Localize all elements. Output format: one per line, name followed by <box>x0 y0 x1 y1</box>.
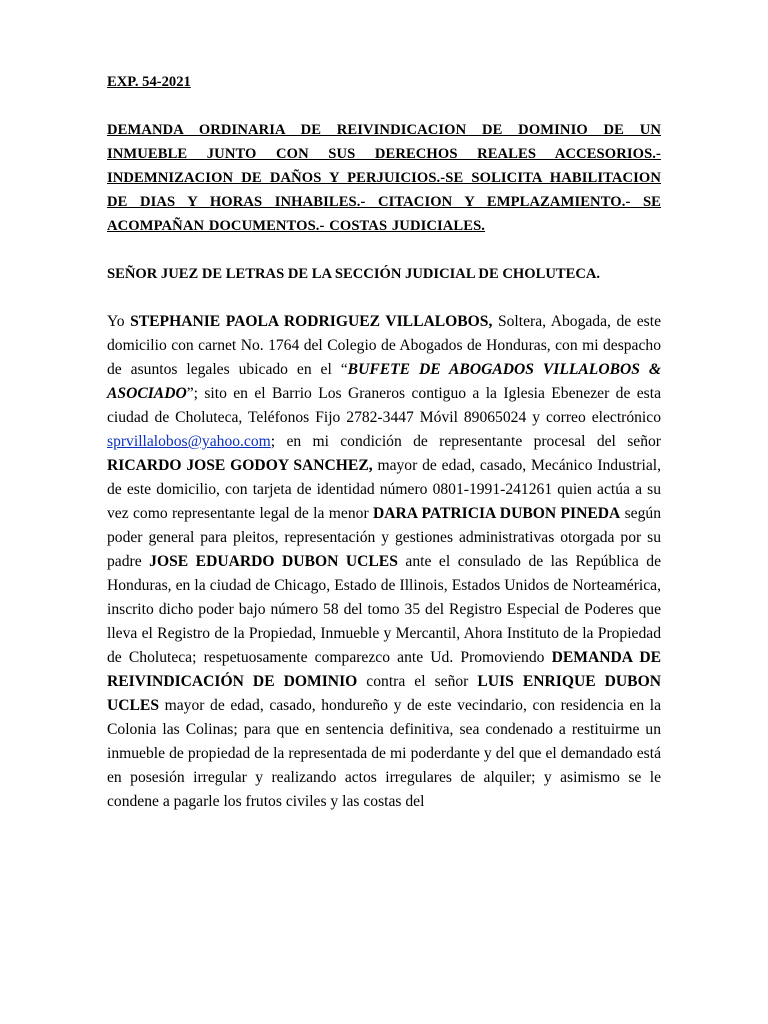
case-number: EXP. 54-2021 <box>107 74 191 90</box>
body-text-segment: ”; sito en el Barrio Los Graneros contiguo a la Iglesia Ebenezer de esta ciudad de Choluteca, Teléfonos Fijo 2782-3447 Móvil 89065024 y correo electrónico <box>107 385 661 426</box>
body-text-segment: contra el señor <box>357 673 478 690</box>
email-link[interactable]: sprvillalobos@yahoo.com <box>107 433 271 450</box>
body-text-segment: ante el consulado de las República de Honduras, en la ciudad de Chicago, Estado de Illinois, Estados Unidos de Norteamérica, inscrito dicho poder bajo número 58 del tomo 35 del Registro Especial de Poderes que lleva el Registro de la Propiedad, Inmueble y Mercantil, Ahora Instituto de la Propiedad de Choluteca; respetuosamente comparezco ante Ud. Promoviendo <box>107 553 661 666</box>
body-text-segment: mayor de edad, casado, hondureño y de este vecindario, con residencia en la Colonia las Colinas; para que en sentencia definitiva, sea condenado a restituirme un inmueble de propiedad de la representada de mi poderdante y del que el demandado está en posesión irregular y realizando actos irregulares de alquiler; y asimismo se le condene a pagarle los frutos civiles y las costas del <box>107 697 661 810</box>
document-title: DEMANDA ORDINARIA DE REIVINDICACION DE DOMINIO DE UN INMUEBLE JUNTO CON SUS DERECHOS REALES ACCESORIOS.-INDEMNIZACION DE DAÑOS Y PERJUICIOS.-SE SOLICITA HABILITACION DE DIAS Y HORAS INHABILES.- CITACION Y EMPLAZAMIENTO.- SE ACOMPAÑAN DOCUMENTOS.- COSTAS JUDICIALES. <box>107 122 661 234</box>
body-text-segment: Soltera, Abogada, de este domicilio con carnet No. 1764 del Colegio de Abogados de Honduras, con mi despacho de asuntos legales ubicado en el “ <box>107 313 661 378</box>
body-text-segment: mayor de edad, casado, Mecánico Industrial, de este domicilio, con tarjeta de identidad número 0801-1991-241261 quien actúa a su vez como representante legal de la menor <box>107 457 661 522</box>
body-text-segment: Yo <box>107 313 131 330</box>
minor-name: DARA PATRICIA DUBON PINEDA <box>372 505 621 522</box>
body-paragraph <box>107 310 661 814</box>
body-text-segment: ; en mi condición de representante procesal del señor <box>270 433 661 450</box>
defendant-name: LUIS ENRIQUE DUBON UCLES <box>107 673 661 714</box>
claim-type: DEMANDA DE REIVINDICACIÓN DE DOMINIO <box>107 649 661 690</box>
law-firm-name: BUFETE DE ABOGADOS VILLALOBOS & ASOCIADO <box>107 361 661 402</box>
father-name: JOSE EDUARDO DUBON UCLES <box>149 553 398 570</box>
plaintiff-name: STEPHANIE PAOLA RODRIGUEZ VILLALOBOS, <box>130 313 493 330</box>
addressee: SEÑOR JUEZ DE LETRAS DE LA SECCIÓN JUDICIAL DE CHOLUTECA. <box>107 266 601 282</box>
document-body <box>107 70 661 814</box>
body-text-segment: según poder general para pleitos, representación y gestiones administrativas otorgada por su padre <box>107 505 661 570</box>
client-name: RICARDO JOSE GODOY SANCHEZ, <box>107 457 373 474</box>
